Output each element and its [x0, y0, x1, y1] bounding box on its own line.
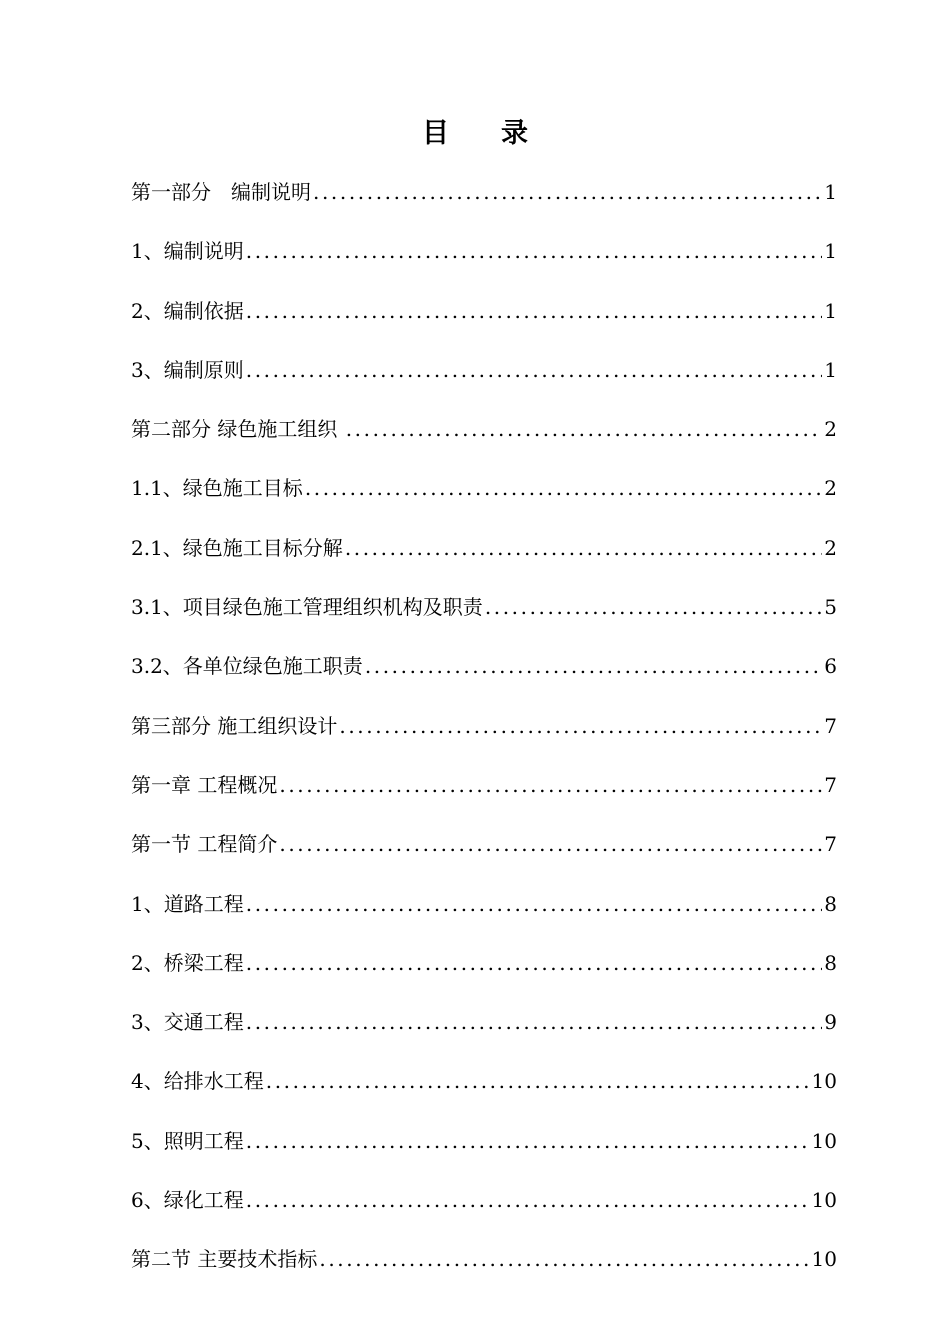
toc-entry-text: 2、编制依据 — [131, 298, 244, 323]
toc-dot-leader — [485, 578, 822, 637]
toc-entry-page: 7 — [824, 772, 837, 797]
toc-entry[interactable] — [131, 875, 837, 934]
toc-entry-text: 2.1、绿色施工目标分解 — [131, 535, 343, 560]
toc-entry-text: 第一部分 编制说明 — [131, 180, 311, 204]
toc-entry[interactable] — [131, 815, 837, 874]
toc-entry-page: 1 — [824, 298, 837, 323]
toc-dot-leader — [305, 459, 822, 518]
toc-entry-text: 第一节 工程简介 — [131, 832, 278, 857]
toc-entry[interactable] — [131, 1171, 837, 1230]
toc-entry-page: 2 — [824, 417, 837, 442]
toc-entry-text: 4、给排水工程 — [131, 1069, 264, 1094]
toc-entry-text: 第三部分 施工组织设计 — [131, 713, 338, 738]
toc-entry[interactable] — [131, 282, 837, 341]
toc-entry[interactable] — [131, 934, 837, 993]
toc-dot-leader — [319, 1230, 809, 1289]
toc-entry-text: 3.2、各单位绿色施工职责 — [131, 654, 363, 679]
toc-title: 目录 — [422, 118, 580, 149]
toc-entry-page: 10 — [811, 1247, 837, 1272]
toc-entry[interactable] — [131, 993, 837, 1052]
toc-entry-text: 5、照明工程 — [131, 1128, 244, 1153]
toc-entry-text: 3.1、项目绿色施工管理组织机构及职责 — [131, 595, 483, 620]
toc-entry[interactable] — [131, 163, 837, 222]
toc-entry-page: 8 — [824, 950, 837, 975]
toc-dot-leader — [266, 1052, 810, 1111]
toc-entry-page: 5 — [824, 595, 837, 620]
toc-entry[interactable] — [131, 1112, 837, 1171]
toc-entry-page: 1 — [824, 357, 837, 382]
toc-entry-page: 10 — [811, 1069, 837, 1094]
toc-entry[interactable] — [131, 1230, 837, 1289]
toc-dot-leader — [279, 815, 822, 874]
toc-entry-page: 7 — [824, 832, 837, 857]
toc-entry-text: 2、桥梁工程 — [131, 950, 244, 975]
toc-entry[interactable] — [131, 459, 837, 518]
toc-dot-leader — [246, 875, 823, 934]
toc-dot-leader — [246, 341, 823, 400]
toc-entry-text: 1、编制说明 — [131, 239, 244, 264]
toc-entry-page: 7 — [824, 713, 837, 738]
toc-entry[interactable] — [131, 519, 837, 578]
toc-dot-leader — [339, 697, 822, 756]
toc-entry-page: 9 — [824, 1010, 837, 1035]
toc-dot-leader — [246, 1112, 810, 1171]
toc-entry-text: 第二节 主要技术指标 — [131, 1247, 318, 1272]
toc-entry-text: 3、编制原则 — [131, 357, 244, 382]
toc-entry-text: 1、道路工程 — [131, 891, 244, 916]
toc-dot-leader — [313, 163, 822, 222]
toc-dot-leader — [365, 637, 822, 696]
toc-entry[interactable] — [131, 222, 837, 281]
toc-entry[interactable] — [131, 637, 837, 696]
toc-dot-leader — [279, 756, 822, 815]
toc-dot-leader — [345, 519, 822, 578]
toc-entry-page: 1 — [824, 239, 837, 264]
toc-dot-leader — [346, 400, 823, 459]
toc-entry[interactable] — [131, 400, 837, 459]
toc-entry-page: 10 — [811, 1128, 837, 1153]
toc-dot-leader — [246, 282, 823, 341]
toc-dot-leader — [246, 1171, 810, 1230]
toc-entry-page: 2 — [824, 476, 837, 501]
toc-entry-page: 6 — [824, 654, 837, 679]
toc-dot-leader — [246, 222, 823, 281]
toc-entry[interactable] — [131, 756, 837, 815]
toc-entry-page: 8 — [824, 891, 837, 916]
toc-entry-text: 3、交通工程 — [131, 1010, 244, 1035]
toc-dot-leader — [246, 934, 823, 993]
toc-entry[interactable] — [131, 697, 837, 756]
toc-entry-text: 6、绿化工程 — [131, 1188, 244, 1213]
toc-entry-text: 1.1、绿色施工目标 — [131, 476, 303, 501]
toc-dot-leader — [246, 993, 823, 1052]
toc-entry[interactable] — [131, 578, 837, 637]
toc-entry[interactable] — [131, 341, 837, 400]
toc-entry-text: 第一章 工程概况 — [131, 772, 278, 797]
toc-entry-page: 1 — [824, 180, 837, 204]
toc-entry-text: 第二部分 绿色施工组织 — [131, 417, 344, 442]
toc-entry-page: 2 — [824, 535, 837, 560]
toc-entry-page: 10 — [811, 1188, 837, 1213]
toc-list — [131, 163, 837, 1290]
toc-entry[interactable] — [131, 1052, 837, 1111]
